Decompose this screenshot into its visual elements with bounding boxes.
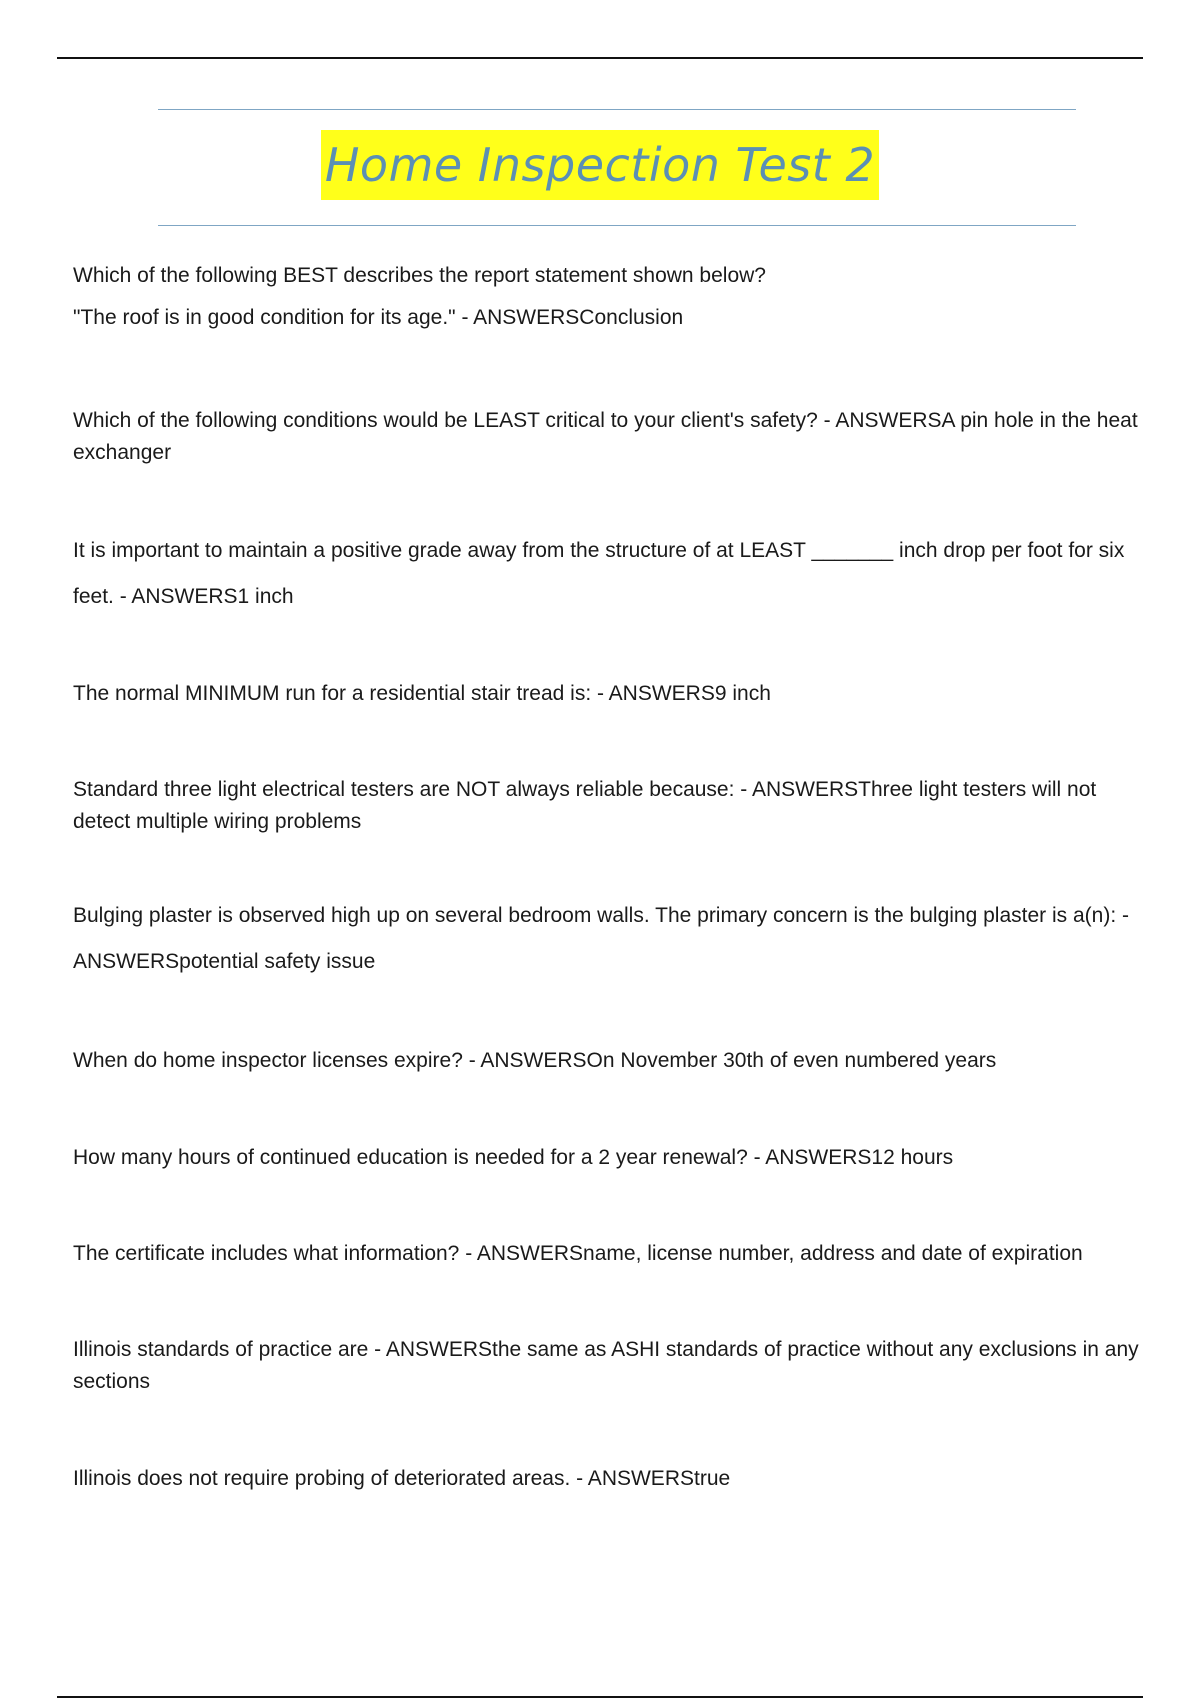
- qa-item-9: [73, 1238, 1143, 1270]
- document-title: Home Inspection Test 2: [321, 130, 879, 200]
- qa-text: How many hours of continued education is needed for a 2 year renewal? - ANSWERS12 hours: [73, 1146, 954, 1169]
- qa-item-1: [73, 260, 1143, 334]
- qa-text: When do home inspector licenses expire? - ANSWERSOn November 30th of even numbered years: [73, 1049, 997, 1072]
- qa-item-11: [73, 1463, 1143, 1495]
- title-top-rule: [158, 109, 1076, 110]
- page-top-rule: [57, 57, 1143, 59]
- qa-item-5: [73, 774, 1143, 838]
- qa-item-7: [73, 1045, 1143, 1077]
- qa-question: Which of the following BEST describes the report statement shown below?: [73, 264, 766, 287]
- qa-item-2: [73, 405, 1143, 469]
- qa-text: Which of the following conditions would be LEAST critical to your client's safety? - ANSWERSA pin hole in the heat exchanger: [73, 409, 1138, 464]
- page-bottom-rule: [57, 1696, 1143, 1698]
- qa-item-3: [73, 528, 1143, 620]
- title-block: [0, 130, 1200, 200]
- qa-text: The certificate includes what information? - ANSWERSname, license number, address and date of expiration: [73, 1242, 1083, 1265]
- qa-text: The normal MINIMUM run for a residential stair tread is: - ANSWERS9 inch: [73, 682, 771, 705]
- qa-answer: "The roof is in good condition for its age." - ANSWERSConclusion: [73, 306, 684, 329]
- qa-item-10: [73, 1334, 1143, 1398]
- title-bottom-rule: [158, 225, 1076, 226]
- qa-item-4: [73, 678, 1143, 710]
- qa-text: Bulging plaster is observed high up on several bedroom walls. The primary concern is the bulging plaster is a(n): - ANSWERSpotential safety issue: [73, 904, 1129, 973]
- qa-item-6: [73, 893, 1143, 985]
- qa-text: Illinois does not require probing of deteriorated areas. - ANSWERStrue: [73, 1467, 731, 1490]
- qa-text: Standard three light electrical testers are NOT always reliable because: - ANSWERSThree light testers will not detect multiple wiring problems: [73, 778, 1097, 833]
- qa-text: Illinois standards of practice are - ANSWERSthe same as ASHI standards of practice without any exclusions in any sections: [73, 1338, 1139, 1393]
- qa-text: It is important to maintain a positive grade away from the structure of at LEAST _______ inch drop per foot for six feet. - ANSWERS1 inch: [73, 539, 1125, 608]
- qa-item-8: [73, 1142, 1143, 1174]
